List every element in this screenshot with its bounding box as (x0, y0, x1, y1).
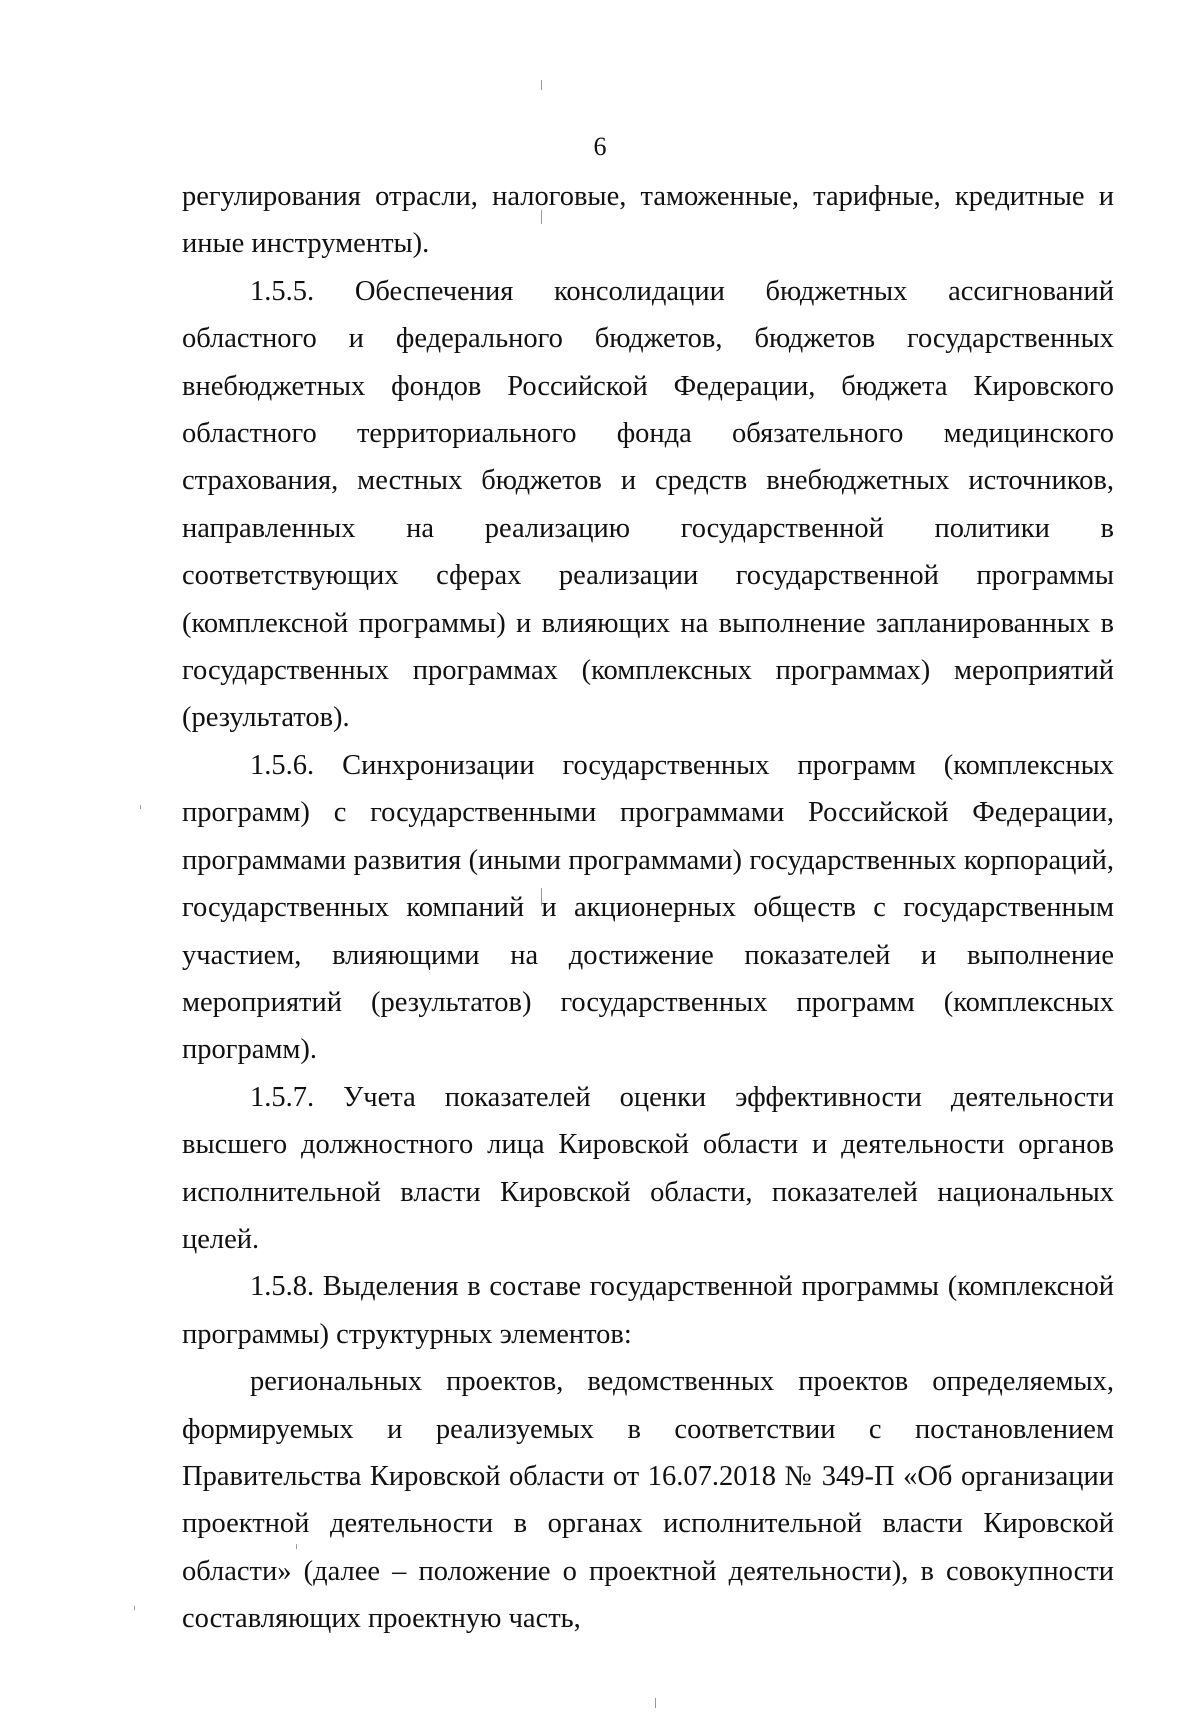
scan-speck (140, 805, 141, 809)
paragraph-regional-projects: региональных проектов, ведомственных проектов определяемых, формируемых и реализуемых в соответствии с постановлением Правительства Кировской области от 16.07.2018 № 349-П «Об организации проектной деятельности в органах исполнительной власти Кировской области» (далее – положение о проектной деятельности), в совокупности составляющих проектную часть, (182, 1366, 1114, 1635)
paragraph-1-5-5: 1.5.5. Обеспечения консолидации бюджетных ассигнований областного и федерального бюджетов, бюджетов государственных внебюджетных фондов Российской Федерации, бюджета Кировского областного территориального фонда обязательного медицинского страхования, местных бюджетов и средств внебюджетных источников, направленных на реализацию государственной политики в соответствующих сферах реализации государственной программы (комплексной программы) и влияющих на выполнение запланированных в государственных программах (комплексных программах) мероприятий (результатов). (182, 275, 1114, 734)
document-body (182, 173, 1114, 1643)
scan-speck (541, 80, 542, 90)
scan-speck (134, 1606, 135, 1610)
paragraph-1-5-7: 1.5.7. Учета показателей оценки эффективности деятельности высшего должностного лица Кировской области и деятельности органов исполнительной власти Кировской области, показателей национальных целей. (182, 1081, 1114, 1255)
scan-speck (655, 1698, 656, 1708)
page-number: 6 (593, 132, 607, 161)
paragraph-1-5-6: 1.5.6. Синхронизации государственных программ (комплексных программ) с государственными программами Российской Федерации, программами развития (иными программами) государственных корпораций, государственных компаний и акционерных обществ с государственным участием, влияющими на достижение показателей и выполнение мероприятий (результатов) государственных программ (комплексных программ). (182, 749, 1114, 1066)
paragraph-1-5-8: 1.5.8. Выделения в составе государственной программы (комплексной программы) структурных элементов: (182, 1271, 1114, 1350)
paragraph-continuation: регулирования отрасли, налоговые, таможенные, тарифные, кредитные и иные инструменты). (182, 181, 1114, 260)
